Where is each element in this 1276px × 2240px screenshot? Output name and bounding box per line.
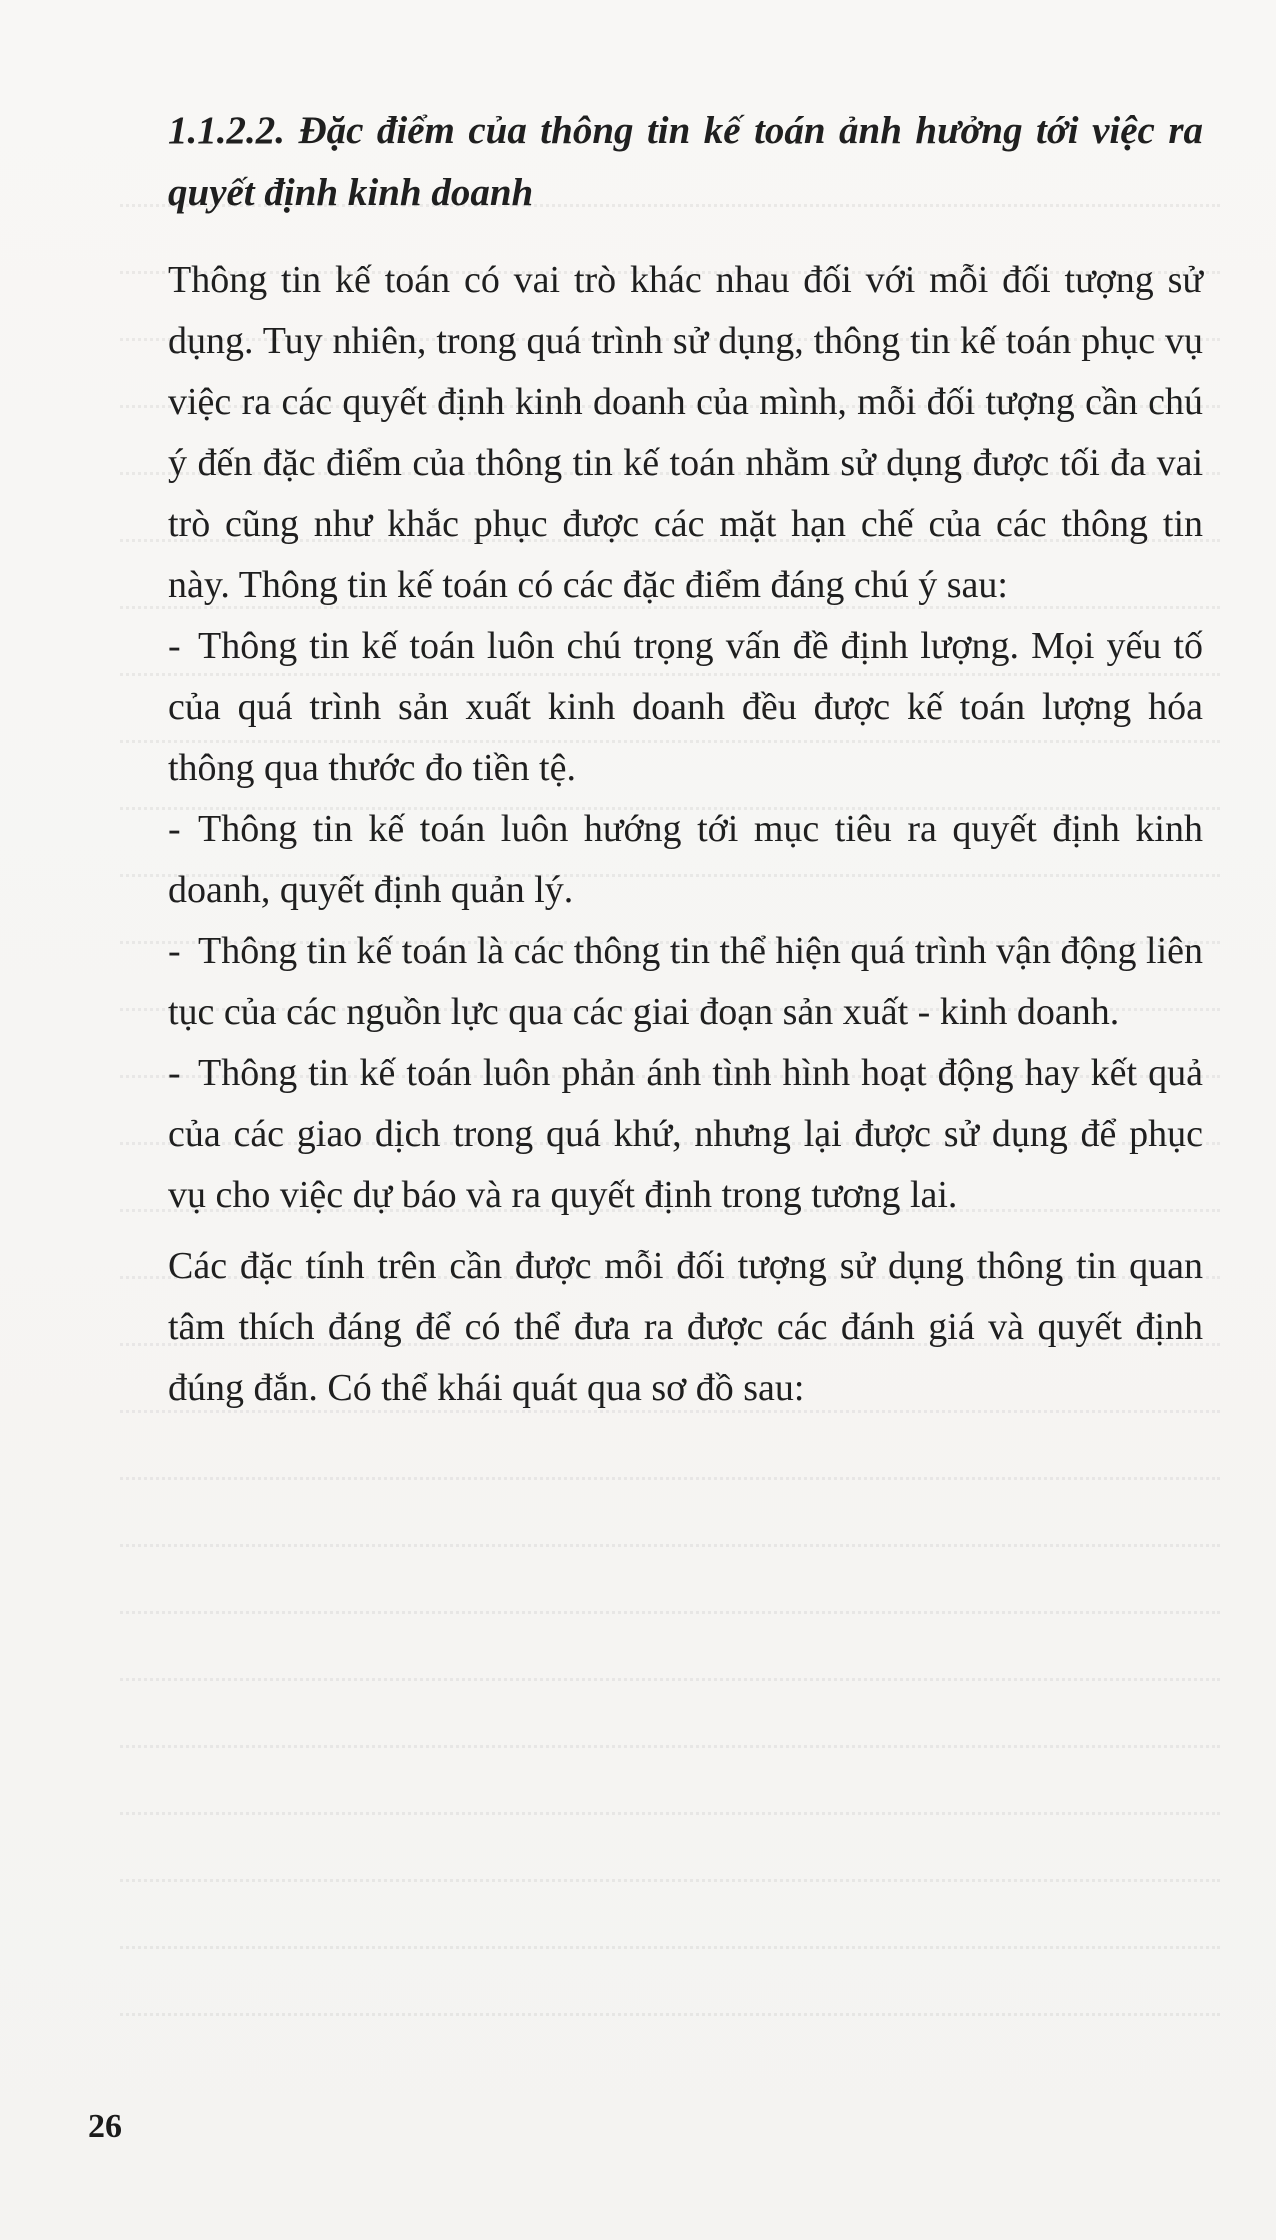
bullet-item — [168, 921, 1203, 1043]
bullet-item — [168, 616, 1203, 799]
intro-paragraph: Thông tin kế toán có vai trò khác nhau đối với mỗi đối tượng sử dụng. Tuy nhiên, trong quá trình sử dụng, thông tin kế toán phục vụ việc ra các quyết định kinh doanh của mình, mỗi đối tượng cần chú ý đến đặc điểm của thông tin kế toán nhằm sử dụng được tối đa vai trò cũng như khắc phục được các mặt hạn chế của các thông tin này. Thông tin kế toán có các đặc điểm đáng chú ý sau: — [168, 259, 1203, 606]
section-heading: 1.1.2.2. Đặc điểm của thông tin kế toán ảnh hưởng tới việc ra quyết định kinh doanh — [168, 109, 1203, 214]
bullet-item — [168, 1043, 1203, 1226]
bullet-text: Thông tin kế toán luôn chú trọng vấn đề định lượng. Mọi yếu tố của quá trình sản xuất kinh doanh đều được kế toán lượng hóa thông qua thước đo tiền tệ. — [168, 625, 1203, 789]
bullet-marker: - — [168, 808, 181, 850]
bullet-text: Thông tin kế toán luôn phản ánh tình hình hoạt động hay kết quả của các giao dịch trong quá khứ, nhưng lại được sử dụng để phục vụ cho việc dự báo và ra quyết định trong tương lai. — [168, 1052, 1203, 1216]
bullet-item — [168, 799, 1203, 921]
bullet-marker: - — [168, 1052, 181, 1094]
bullet-text: Thông tin kế toán là các thông tin thể hiện quá trình vận động liên tục của các nguồn lực qua các giai đoạn sản xuất - kinh doanh. — [168, 930, 1203, 1033]
conclusion-paragraph: Các đặc tính trên cần được mỗi đối tượng sử dụng thông tin quan tâm thích đáng để có thể đưa ra được các đánh giá và quyết định đúng đắn. Có thể khái quát qua sơ đồ sau: — [168, 1245, 1203, 1409]
bullet-marker: - — [168, 625, 181, 667]
bullet-marker: - — [168, 930, 181, 972]
bullet-text: Thông tin kế toán luôn hướng tới mục tiêu ra quyết định kinh doanh, quyết định quản lý. — [168, 808, 1203, 911]
text-block — [168, 100, 1203, 1419]
page-number: 26 — [88, 2108, 122, 2145]
